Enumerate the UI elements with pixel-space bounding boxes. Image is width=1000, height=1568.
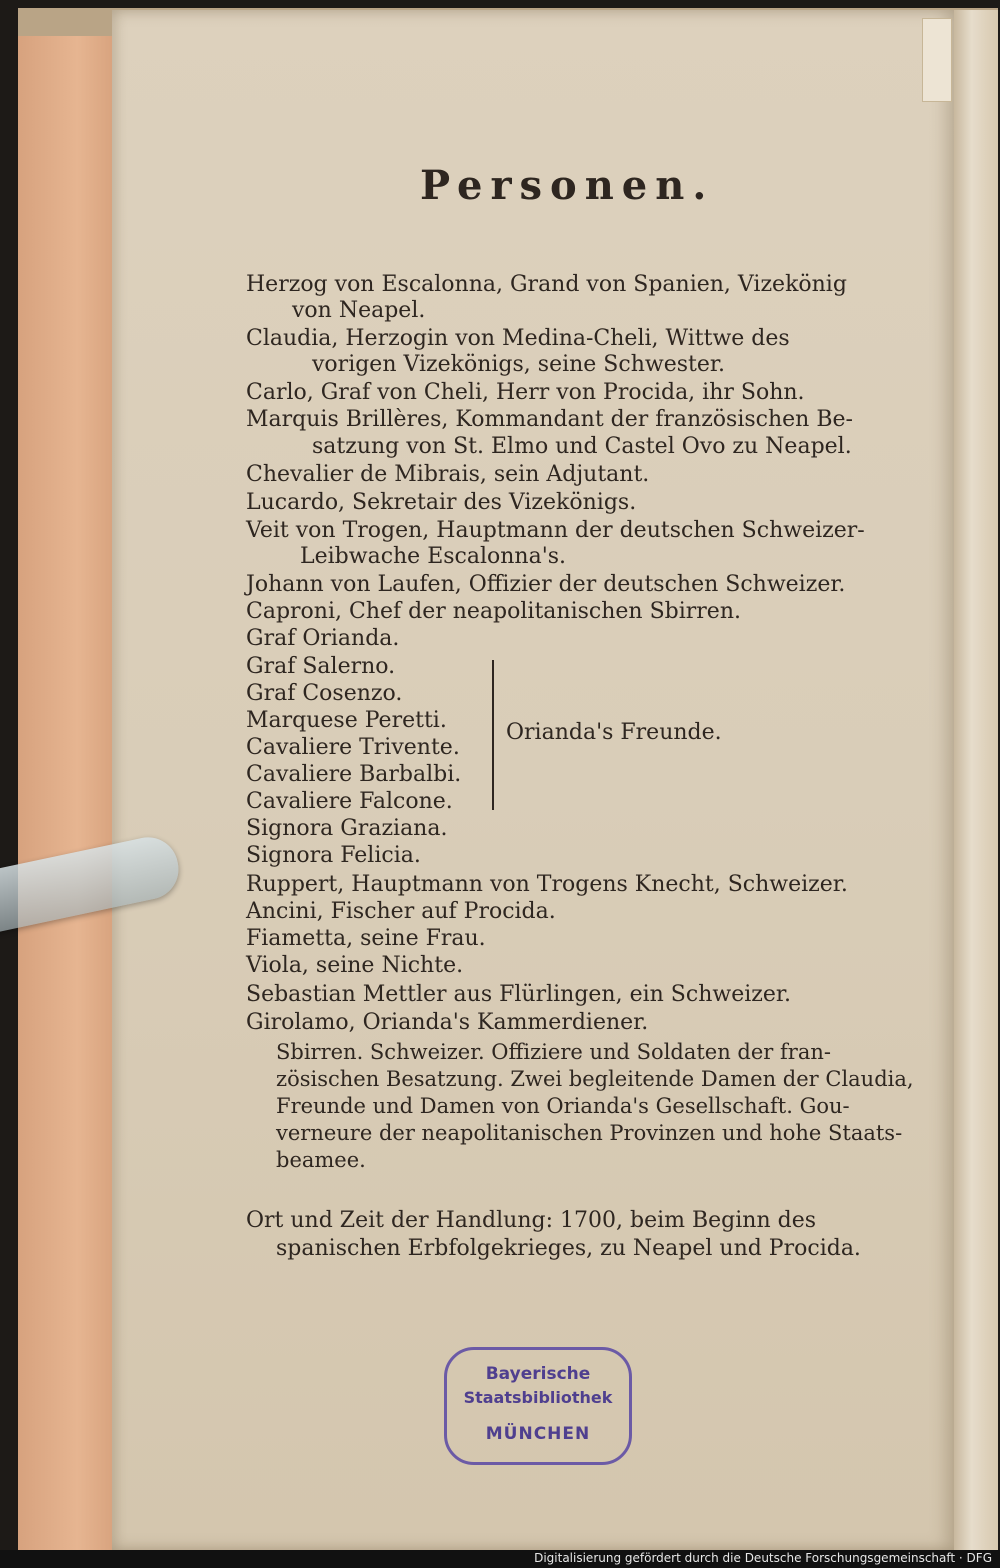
brace-label: Orianda's Freunde. — [506, 720, 722, 745]
extras-line: beamee. — [276, 1148, 366, 1172]
cast-line: vorigen Vizekönigs, seine Schwester. — [312, 352, 725, 377]
extras-line: zösischen Besatzung. Zwei begleitende Damen der Claudia, — [276, 1067, 914, 1091]
cast-line: Marquese Peretti. — [246, 708, 447, 733]
footer-bar — [0, 1550, 1000, 1568]
cast-line: Girolamo, Orianda's Kammerdiener. — [246, 1010, 649, 1035]
cast-line: Signora Graziana. — [246, 816, 448, 841]
cast-line: Graf Salerno. — [246, 654, 396, 679]
cast-line: Cavaliere Barbalbi. — [246, 762, 462, 787]
cast-line: Leibwache Escalonna's. — [300, 544, 567, 569]
cast-line: Graf Orianda. — [246, 626, 400, 651]
cast-line: Cavaliere Falcone. — [246, 789, 453, 814]
book-cover-edge — [18, 36, 127, 1550]
cast-line: Carlo, Graf von Cheli, Herr von Procida, ihr Sohn. — [246, 380, 805, 405]
cast-line: satzung von St. Elmo und Castel Ovo zu Neapel. — [312, 434, 852, 459]
cast-line: Claudia, Herzogin von Medina-Cheli, Wittwe des — [246, 326, 790, 351]
extras-line: Sbirren. Schweizer. Offiziere und Soldaten der fran- — [276, 1040, 831, 1064]
cast-line: Fiametta, seine Frau. — [246, 926, 486, 951]
page-title: Personen. — [420, 162, 715, 209]
cast-line: Cavaliere Trivente. — [246, 735, 460, 760]
setting-line: Ort und Zeit der Handlung: 1700, beim Beginn des — [246, 1208, 817, 1233]
cast-line: Marquis Brillères, Kommandant der französischen Be- — [246, 407, 853, 432]
cast-line: Graf Cosenzo. — [246, 681, 403, 706]
stamp-line: Bayerische — [485, 1364, 591, 1384]
group-brace — [482, 660, 494, 810]
footer-credit: Digitalisierung gefördert durch die Deutsche Forschungsgemeinschaft · DFG — [534, 1551, 992, 1565]
paper-tab — [922, 18, 952, 102]
cast-line: von Neapel. — [292, 298, 426, 323]
cast-line: Ruppert, Hauptmann von Trogens Knecht, Schweizer. — [246, 872, 848, 897]
cast-line: Chevalier de Mibrais, sein Adjutant. — [246, 462, 650, 487]
extras-line: Freunde und Damen von Orianda's Gesellschaft. Gou- — [276, 1094, 850, 1118]
page-paper — [112, 10, 954, 1550]
cast-line: Veit von Trogen, Hauptmann der deutschen Schweizer- — [246, 518, 865, 543]
stamp-line: MÜNCHEN — [485, 1424, 591, 1444]
cast-line: Signora Felicia. — [246, 843, 421, 868]
stamp-line: Staatsbibliothek — [463, 1388, 613, 1407]
setting-line: spanischen Erbfolgekrieges, zu Neapel und Procida. — [276, 1236, 861, 1261]
cast-line: Caproni, Chef der neapolitanischen Sbirren. — [246, 599, 741, 624]
extras-line: verneure der neapolitanischen Provinzen und hohe Staats- — [276, 1121, 903, 1145]
cast-line: Johann von Laufen, Offizier der deutschen Schweizer. — [246, 572, 846, 597]
cast-line: Sebastian Mettler aus Flürlingen, ein Schweizer. — [246, 982, 791, 1007]
cast-line: Viola, seine Nichte. — [246, 953, 464, 978]
cast-line: Lucardo, Sekretair des Vizekönigs. — [246, 490, 637, 515]
library-stamp — [444, 1347, 632, 1465]
cast-line: Herzog von Escalonna, Grand von Spanien, Vizekönig — [246, 272, 847, 297]
page-right-edge — [954, 10, 998, 1550]
cast-line: Ancini, Fischer auf Procida. — [246, 899, 556, 924]
